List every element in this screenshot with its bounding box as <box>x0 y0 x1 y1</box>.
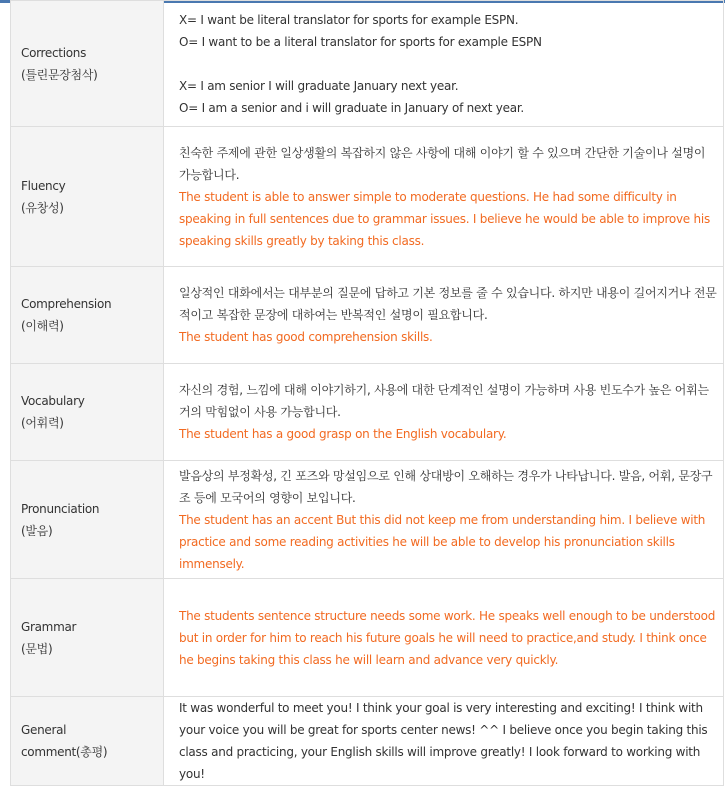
correction-line-2: O= I want to be a literal translator for sports for example ESPN <box>179 34 542 49</box>
content-fluency <box>164 127 724 267</box>
label-fluency-en: Fluency <box>21 178 66 193</box>
label-general-comment-kr: comment(총평) <box>21 745 108 759</box>
label-vocabulary <box>11 364 164 461</box>
row-vocabulary <box>11 364 724 461</box>
grammar-english-comment: The students sentence structure needs some work. He speaks well enough to be understood but in order for him to reach his future goals he will need to practice,and study. I think once he begins taking this class he will learn and advance very quickly. <box>179 608 716 667</box>
fluency-korean-text: 친숙한 주제에 관한 일상생활의 복잡하지 않은 사항에 대해 이야기 할 수 있으며 간단한 기술이나 설명이 가능합니다. <box>179 145 706 182</box>
correction-line-4: O= I am a senior and i will graduate in January of next year. <box>179 100 524 115</box>
content-general-comment <box>164 697 724 786</box>
label-fluency <box>11 127 164 267</box>
vocabulary-korean-text: 자신의 경험, 느낌에 대해 이야기하기, 사용에 대한 단계적인 설명이 가능하며 사용 빈도수가 높은 어휘는 거의 막힘없이 사용 가능합니다. <box>179 383 709 419</box>
label-corrections-en: Corrections <box>21 45 87 60</box>
label-comprehension-kr: (이해력) <box>21 319 64 333</box>
correction-line-3: X= I am senior I will graduate January next year. <box>179 78 459 93</box>
label-comprehension-en: Comprehension <box>21 297 112 311</box>
correction-line-1: X= I want be literal translator for sports for example ESPN. <box>179 12 519 27</box>
label-grammar-en: Grammar <box>21 619 77 634</box>
label-pronunciation <box>11 461 164 579</box>
label-corrections-kr: (틀린문장첨삭) <box>21 67 98 82</box>
row-pronunciation <box>11 461 724 579</box>
label-pronunciation-kr: (발음) <box>21 523 53 538</box>
label-general-comment <box>11 697 164 786</box>
pronunciation-korean-text: 발음상의 부정확성, 긴 포즈와 망설임으로 인해 상대방이 오해하는 경우가 나타납니다. 발음, 어휘, 문장구조 등에 모국어의 영향이 보입니다. <box>179 468 713 505</box>
content-corrections <box>164 1 724 127</box>
label-grammar <box>11 579 164 697</box>
row-comprehension <box>11 267 724 364</box>
fluency-english-comment: The student is able to answer simple to moderate questions. He had some difficulty in speaking in full sentences due to grammar issues. I believe he would be able to improve his speaking skills greatly by taking this class. <box>179 189 710 248</box>
evaluation-table <box>10 0 724 786</box>
pronunciation-english-comment: The student has an accent But this did not keep me from understanding him. I believe with practice and some reading activities he will be able to develop his pronunciation skills immensely. <box>179 512 706 571</box>
content-grammar <box>164 579 724 697</box>
label-pronunciation-en: Pronunciation <box>21 501 100 516</box>
general-comment-text: It was wonderful to meet you! I think your goal is very interesting and exciting! I think with your voice you will be great for sports center news! ^^ I believe once you begin taking this class and practicing, your English skills will improve greatly! I look forward to working with you! <box>179 701 708 781</box>
label-fluency-kr: (유창성) <box>21 200 64 215</box>
comprehension-english-comment: The student has good comprehension skills. <box>179 330 433 344</box>
row-general-comment <box>11 697 724 786</box>
label-comprehension <box>11 267 164 364</box>
label-vocabulary-en: Vocabulary <box>21 394 85 408</box>
row-fluency <box>11 127 724 267</box>
label-general-comment-en: General <box>21 723 67 737</box>
content-comprehension <box>164 267 724 364</box>
row-corrections <box>11 1 724 127</box>
label-corrections <box>11 1 164 127</box>
comprehension-korean-text: 일상적인 대화에서는 대부분의 질문에 답하고 기본 정보를 줄 수 있습니다. 하지만 내용이 길어지거나 전문적이고 복잡한 문장에 대하여는 반복적인 설명이 필요합니다. <box>179 286 717 322</box>
content-pronunciation <box>164 461 724 579</box>
vocabulary-english-comment: The student has a good grasp on the English vocabulary. <box>179 427 507 441</box>
row-grammar <box>11 579 724 697</box>
label-grammar-kr: (문법) <box>21 641 53 656</box>
content-vocabulary <box>164 364 724 461</box>
label-vocabulary-kr: (어휘력) <box>21 416 64 430</box>
